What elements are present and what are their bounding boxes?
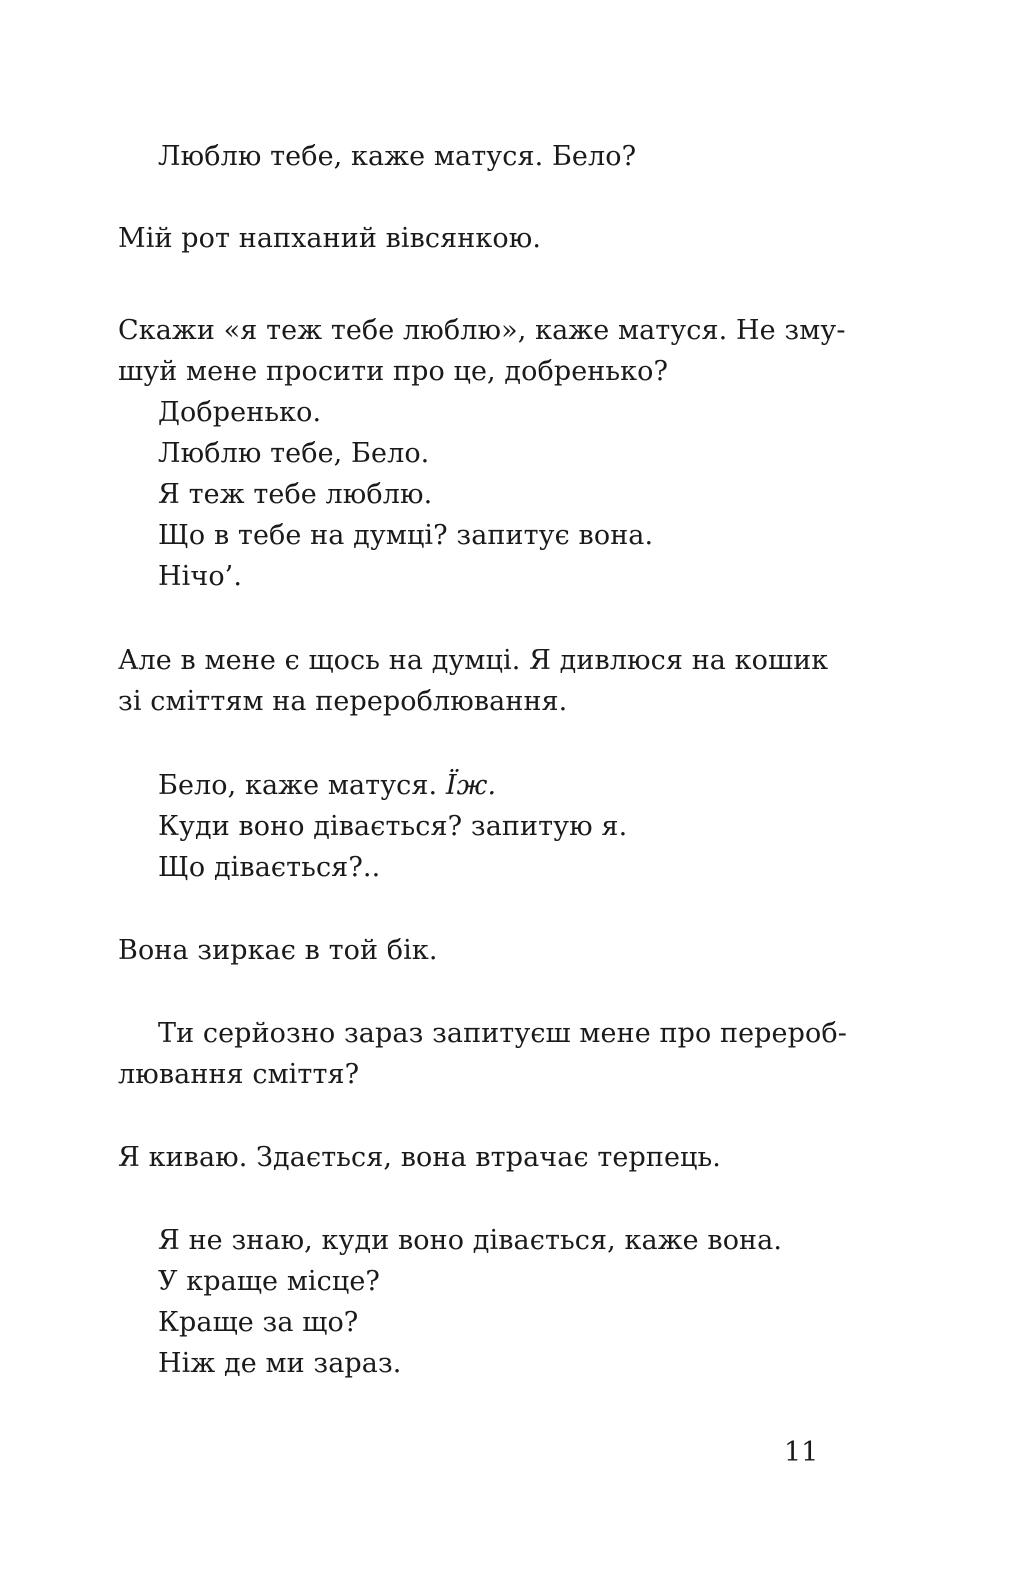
paragraph-line: Люблю тебе, каже матуся. Бело? [158, 141, 637, 172]
paragraph-line: Нічо’. [158, 561, 243, 592]
paragraph-line: Що в тебе на думці? запитує вона. [158, 520, 654, 551]
paragraph-line: Добренько. [158, 397, 322, 428]
paragraph-line: Краще за що? [158, 1307, 359, 1338]
paragraph-line: лювання сміття? [118, 1059, 360, 1090]
paragraph-line: Вона зиркає в той бік. [118, 935, 438, 966]
paragraph-line: Я не знаю, куди воно дівається, каже вона. [158, 1225, 783, 1256]
paragraph-line: Але в мене є щось на думці. Я дивлюся на кошик [118, 645, 829, 676]
paragraph-line: Скажи «я теж тебе люблю», каже матуся. Не зму- [118, 315, 846, 346]
page-number: 11 [784, 1437, 819, 1468]
paragraph-line: Мій рот напханий вівсянкою. [118, 223, 542, 254]
paragraph-line: Що дівається?.. [158, 852, 381, 883]
paragraph-line: Куди воно дівається? запитую я. [158, 811, 628, 842]
italic-word: Їж. [445, 770, 497, 801]
paragraph-line: Люблю тебе, Бело. [158, 438, 430, 469]
dialogue-text: Бело, каже матуся. [158, 770, 446, 801]
paragraph-line: шуй мене просити про це, добренько? [118, 356, 669, 387]
paragraph-line [158, 765, 496, 806]
paragraph-line: У краще місце? [158, 1266, 380, 1297]
paragraph-line: зі сміттям на перероблювання. [118, 686, 568, 717]
paragraph-line: Ти серйозно зараз запитуєш мене про перероб- [158, 1018, 847, 1049]
paragraph-line: Я киваю. Здається, вона втрачає терпець. [118, 1142, 721, 1173]
paragraph-line: Ніж де ми зараз. [158, 1348, 402, 1379]
paragraph-line: Я теж тебе люблю. [158, 479, 433, 510]
